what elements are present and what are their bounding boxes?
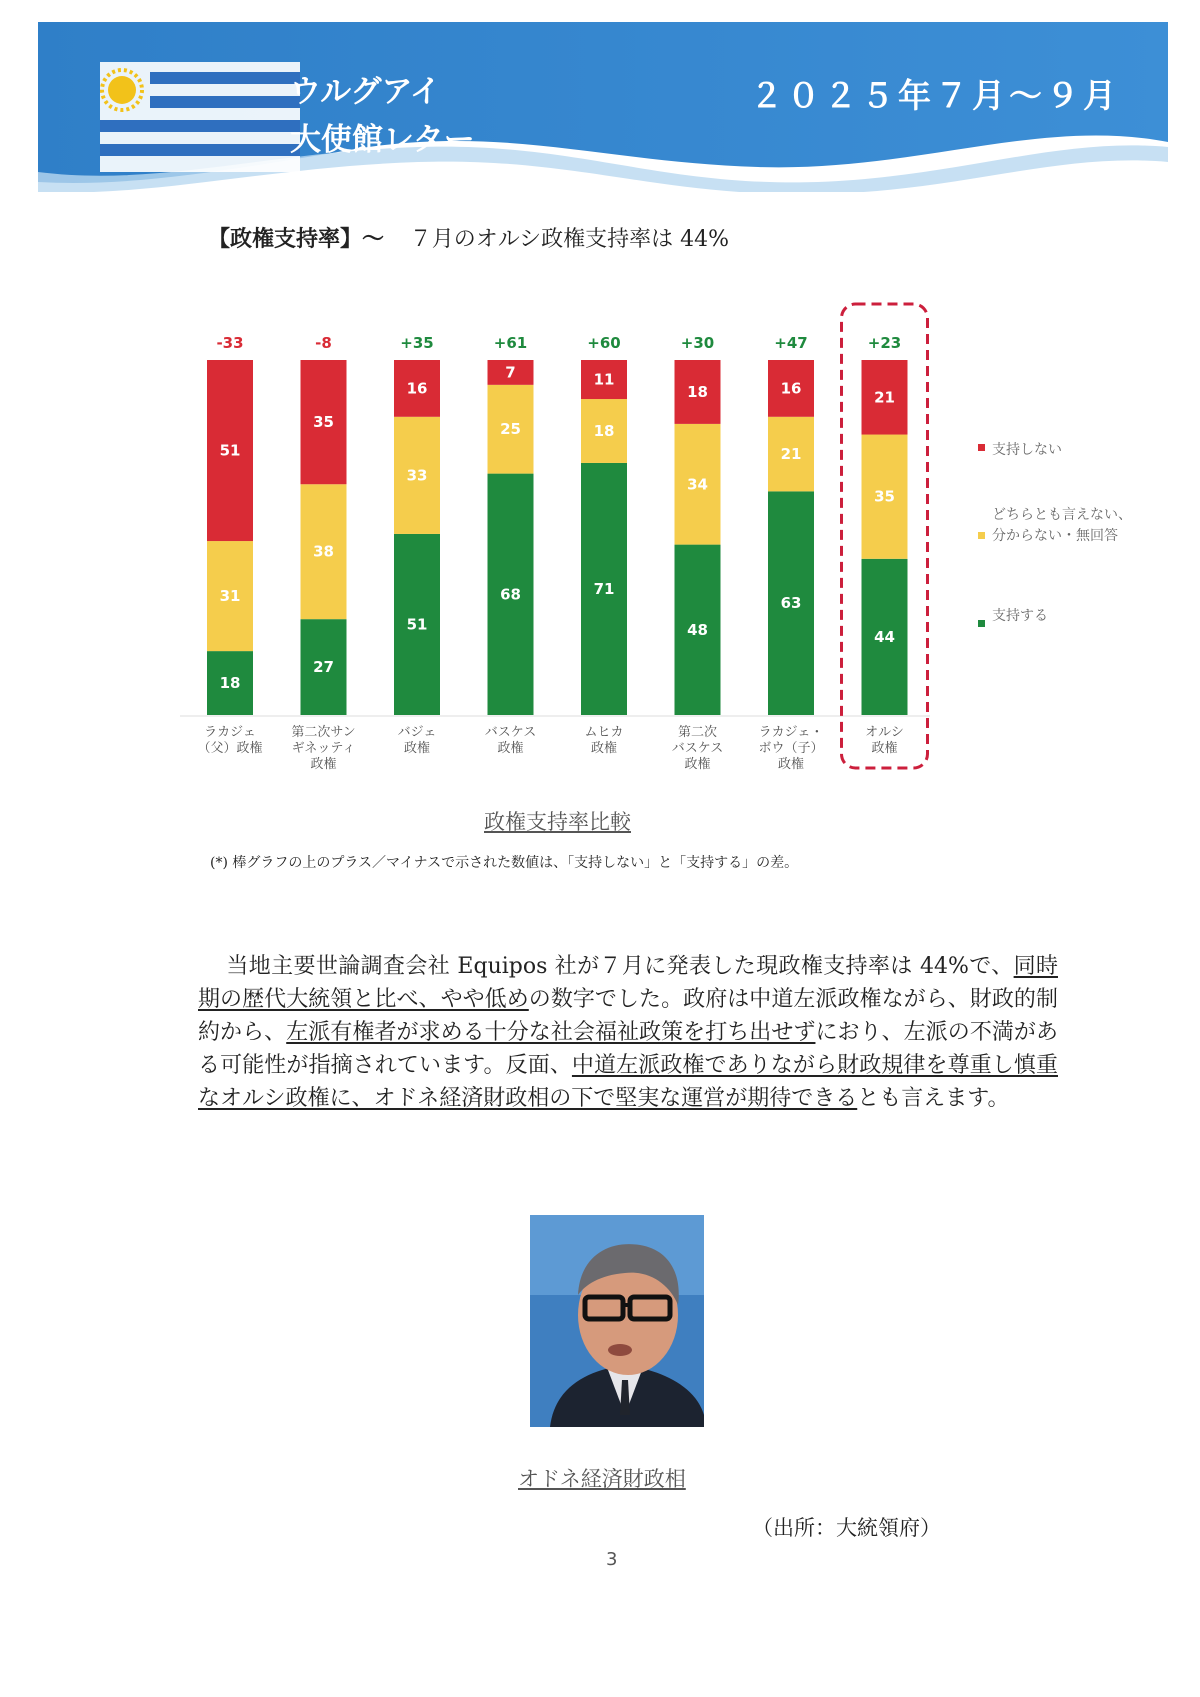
legend-swatch-not-support	[978, 444, 985, 451]
body-text-5: とも言えます。	[857, 1086, 1010, 1111]
legend-not-support: 支持しない	[992, 442, 1062, 458]
net-difference-label: +60	[587, 334, 621, 352]
bar-value-label: 68	[500, 585, 521, 604]
uruguay-flag-image	[100, 62, 300, 172]
section-title-bracket: 【政権支持率】～	[208, 226, 385, 252]
bar-value-label: 25	[500, 420, 521, 439]
section-title	[208, 222, 729, 253]
category-label: 第二次サン ギネッティ 政権	[291, 725, 356, 772]
net-difference-label: -33	[216, 334, 244, 352]
header-title-line1: ウルグアイ	[290, 74, 441, 110]
bar-value-label: 18	[593, 422, 615, 440]
bar-value-label: 27	[313, 658, 334, 677]
bar-value-label: 18	[219, 674, 241, 693]
bar-value-label: 33	[406, 466, 428, 485]
bar-value-label: 21	[780, 445, 802, 464]
legend-neutral-line2: 分からない・無回答	[992, 528, 1118, 544]
net-difference-label: +35	[400, 334, 434, 352]
bar-value-label: 63	[780, 594, 802, 613]
section-title-text: ７月のオルシ政権支持率は 44%	[409, 227, 730, 252]
portrait-photo	[530, 1215, 704, 1427]
body-text-1: 当地主要世論調査会社 Equipos 社が７月に発表した現政権支持率は 44%	[226, 954, 969, 979]
body-underline-1: 同時期の歴代大統領と比べ、やや低め	[198, 954, 1058, 1012]
category-label: ラカジェ （父）政権	[197, 725, 263, 756]
bar-value-label: 34	[687, 475, 708, 494]
page-number: 3	[606, 1549, 618, 1570]
legend-swatch-support	[978, 620, 985, 627]
bar-value-label: 51	[219, 441, 241, 460]
bar-value-label: 51	[406, 615, 428, 634]
legend-neutral-line1: どちらとも言えない、	[992, 507, 1132, 523]
category-label: バスケス 政権	[484, 725, 537, 756]
bar-value-label: 35	[874, 487, 895, 506]
body-paragraph	[198, 950, 1058, 1115]
body-underline-3: 中道左派政権でありながら財政規律を尊重し慎重なオルシ政権に、オドネ経済財政相の下で堅実な運営が期待できる	[198, 1053, 1058, 1111]
photo-caption: オドネ経済財政相	[518, 1467, 686, 1491]
header-title-line2: 大使館レター	[290, 122, 475, 158]
net-difference-label: +23	[867, 334, 902, 352]
source-credit: （出所：大統領府）	[752, 1516, 941, 1540]
category-label: ムヒカ 政権	[584, 725, 624, 756]
approval-chart	[180, 300, 960, 770]
bar-value-label: 16	[406, 379, 428, 398]
net-difference-label: +61	[493, 334, 528, 352]
legend-swatch-neutral	[978, 532, 985, 539]
bar-value-label: 48	[687, 620, 708, 639]
net-difference-label: +47	[774, 334, 808, 352]
body-text-4: におり、左派の不満がある可能性が指摘されています。反面、	[198, 1020, 1058, 1078]
net-difference-label: -8	[315, 334, 332, 352]
bar-value-label: 11	[593, 370, 615, 389]
bar-value-label: 71	[593, 579, 615, 598]
category-label: バジェ 政権	[397, 725, 437, 756]
bar-value-label: 16	[780, 379, 802, 398]
legend-support: 支持する	[992, 608, 1048, 624]
header-banner	[38, 22, 1168, 192]
chart-note: (*) 棒グラフの上のプラス／マイナスで示された数値は、「支持しない」と「支持する」の差。	[210, 855, 799, 871]
chart-caption: 政権支持率比較	[484, 810, 631, 834]
body-text-3: の数字でした。政府は中道左派政権ながら、財政的制約から、	[198, 987, 1058, 1045]
body-underline-2: 左派有権者が求める十分な社会福祉政策を打ち出せず	[286, 1020, 816, 1045]
category-label: 第二次 バスケス 政権	[671, 725, 724, 772]
bar-value-label: 44	[874, 627, 895, 646]
header-date: ２０２５年７月～９月	[750, 76, 1120, 115]
category-label: オルシ 政権	[865, 725, 904, 756]
bar-value-label: 35	[313, 413, 334, 432]
body-text-2: で、	[968, 954, 1014, 979]
bar-value-label: 38	[313, 542, 334, 561]
bar-value-label: 31	[219, 587, 241, 606]
net-difference-label: +30	[680, 334, 715, 352]
category-label: ラカジェ・ ボウ（子） 政権	[758, 725, 824, 772]
bar-value-label: 21	[874, 388, 895, 407]
bar-value-label: 7	[505, 363, 516, 382]
bar-value-label: 18	[687, 382, 708, 401]
